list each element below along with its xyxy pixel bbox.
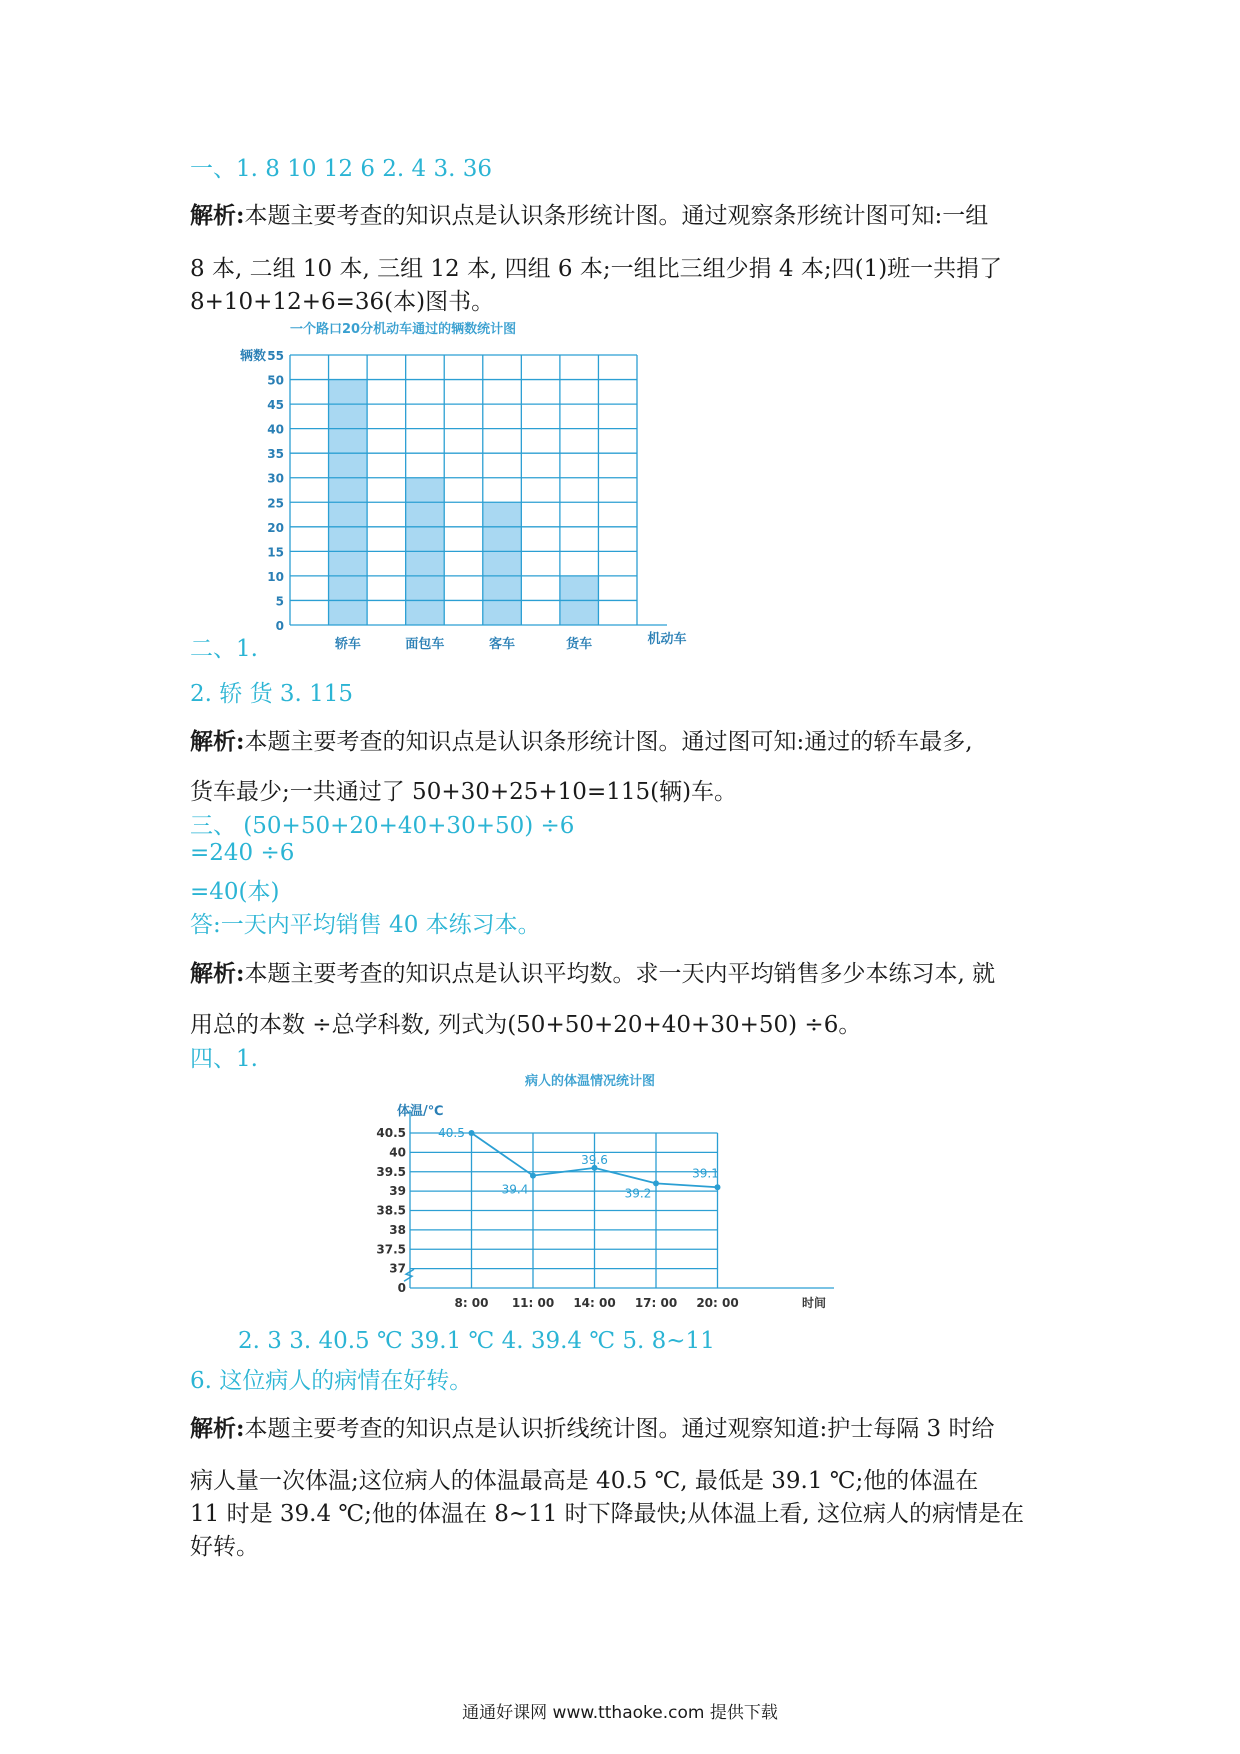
answer-section-2: 2. 轿 货 3. 115: [190, 681, 354, 707]
answer-section-4: 2. 3 3. 40.5 ℃ 39.1 ℃ 4. 39.4 ℃ 5. 8~11: [238, 1328, 715, 1354]
y-tick-label: 38.5: [376, 1203, 406, 1218]
analysis-4-line-3: 11 时是 39.4 ℃;他的体温在 8~11 时下降最快;从体温上看, 这位病人的病情是在: [190, 1501, 1025, 1527]
x-tick-label: 面包车: [405, 637, 445, 652]
answer-section-1: 一、1. 8 10 12 6 2. 4 3. 36: [190, 156, 493, 182]
x-tick-label: 14: 00: [573, 1296, 616, 1310]
y-axis-label: 体温/℃: [397, 1104, 444, 1119]
x-axis-label: 机动车: [647, 632, 687, 647]
analysis-text: 本题主要考查的知识点是认识条形统计图。通过图可知:通过的轿车最多,: [244, 729, 973, 755]
y-tick-label: 10: [267, 569, 284, 584]
data-label: 39.4: [501, 1182, 529, 1197]
analysis-label: 解析:: [190, 960, 245, 987]
vehicle-bar-chart: [240, 320, 780, 660]
data-point: [530, 1173, 536, 1179]
data-point: [469, 1130, 475, 1136]
x-axis-label: 时间: [801, 1296, 827, 1310]
analysis-1-line-3: 8+10+12+6=36(本)图书。: [190, 289, 495, 315]
analysis-4-line-2: 病人量一次体温;这位病人的体温最高是 40.5 ℃, 最低是 39.1 ℃;他的体温在: [190, 1468, 979, 1494]
chart-title: 病人的体温情况统计图: [525, 1074, 656, 1089]
section-3-line-3: =40(本): [190, 879, 280, 905]
y-tick-label: 39: [389, 1184, 406, 1199]
section-3-line-2: =240 ÷6: [190, 840, 295, 866]
x-tick-label: 轿车: [334, 637, 361, 652]
y-tick-label: 38: [389, 1222, 406, 1237]
section-3-answer: 答:一天内平均销售 40 本练习本。: [190, 912, 541, 938]
analysis-label: 解析:: [190, 728, 245, 755]
y-tick-label: 45: [267, 398, 284, 413]
analysis-1-line-1: [190, 197, 988, 230]
chart-title: 一个路口20分机动车通过的辆数统计图: [290, 322, 517, 337]
analysis-2-line-1: [190, 723, 973, 756]
x-tick-label: 11: 00: [511, 1296, 555, 1310]
analysis-text: 本题主要考查的知识点是认识平均数。求一天内平均销售多少本练习本, 就: [244, 961, 996, 987]
y-tick-label: 15: [267, 545, 284, 560]
y-tick-label: 37: [389, 1261, 406, 1276]
analysis-label: 解析:: [190, 1415, 245, 1442]
analysis-4-line-1: [190, 1410, 995, 1443]
data-point: [653, 1180, 659, 1186]
y-tick-label: 5: [275, 594, 284, 609]
y-tick-label: 50: [267, 373, 284, 388]
analysis-3-line-2: 用总的本数 ÷总学科数, 列式为(50+50+20+40+30+50) ÷6。: [190, 1012, 862, 1038]
data-label: 39.6: [581, 1152, 608, 1167]
x-tick-label: 8: 00: [454, 1296, 489, 1310]
y-tick-label: 0: [397, 1281, 406, 1295]
bar: [483, 502, 522, 625]
y-tick-label: 0: [275, 619, 284, 633]
temperature-line-chart: [376, 1070, 855, 1320]
y-tick-label: 55: [267, 349, 284, 363]
y-tick-label: 25: [267, 496, 284, 511]
x-tick-label: 20: 00: [696, 1296, 739, 1310]
y-tick-label: 35: [267, 447, 284, 462]
y-tick-label: 40: [267, 422, 284, 437]
y-axis-label: 辆数: [240, 349, 267, 364]
y-tick-label: 39.5: [376, 1164, 406, 1179]
analysis-text: 本题主要考查的知识点是认识折线统计图。通过观察知道:护士每隔 3 时给: [244, 1416, 995, 1442]
data-label: 39.1: [692, 1166, 719, 1181]
x-tick-label: 17: 00: [634, 1296, 678, 1310]
section-2-label: 二、1.: [190, 636, 258, 662]
analysis-3-line-1: [190, 955, 995, 988]
analysis-label: 解析:: [190, 202, 245, 229]
y-tick-label: 30: [267, 471, 284, 486]
section-3-line-1: 三、 (50+50+20+40+30+50) ÷6: [190, 813, 575, 839]
page-footer: 通通好课网 www.tthaoke.com 提供下载: [462, 1703, 778, 1723]
analysis-4-line-4: 好转。: [190, 1534, 259, 1560]
y-tick-label: 40.5: [376, 1126, 406, 1140]
x-tick-label: 货车: [566, 637, 593, 652]
analysis-2-line-2: 货车最少;一共通过了 50+30+25+10=115(辆)车。: [190, 779, 738, 805]
answer-section-4-item-6: 6. 这位病人的病情在好转。: [190, 1368, 473, 1394]
section-4-label: 四、1.: [190, 1046, 258, 1072]
data-point: [715, 1184, 721, 1190]
data-label: 39.2: [624, 1186, 652, 1201]
y-tick-label: 20: [267, 520, 284, 535]
x-tick-label: 客车: [489, 637, 516, 652]
analysis-text: 本题主要考查的知识点是认识条形统计图。通过观察条形统计图可知:一组: [244, 203, 989, 229]
data-label: 40.5: [438, 1126, 465, 1140]
analysis-1-line-2: 8 本, 二组 10 本, 三组 12 本, 四组 6 本;一组比三组少捐 4 本;四(1)班一共捐了: [190, 256, 1003, 282]
y-tick-label: 40: [389, 1145, 406, 1160]
y-tick-label: 37.5: [376, 1242, 406, 1257]
